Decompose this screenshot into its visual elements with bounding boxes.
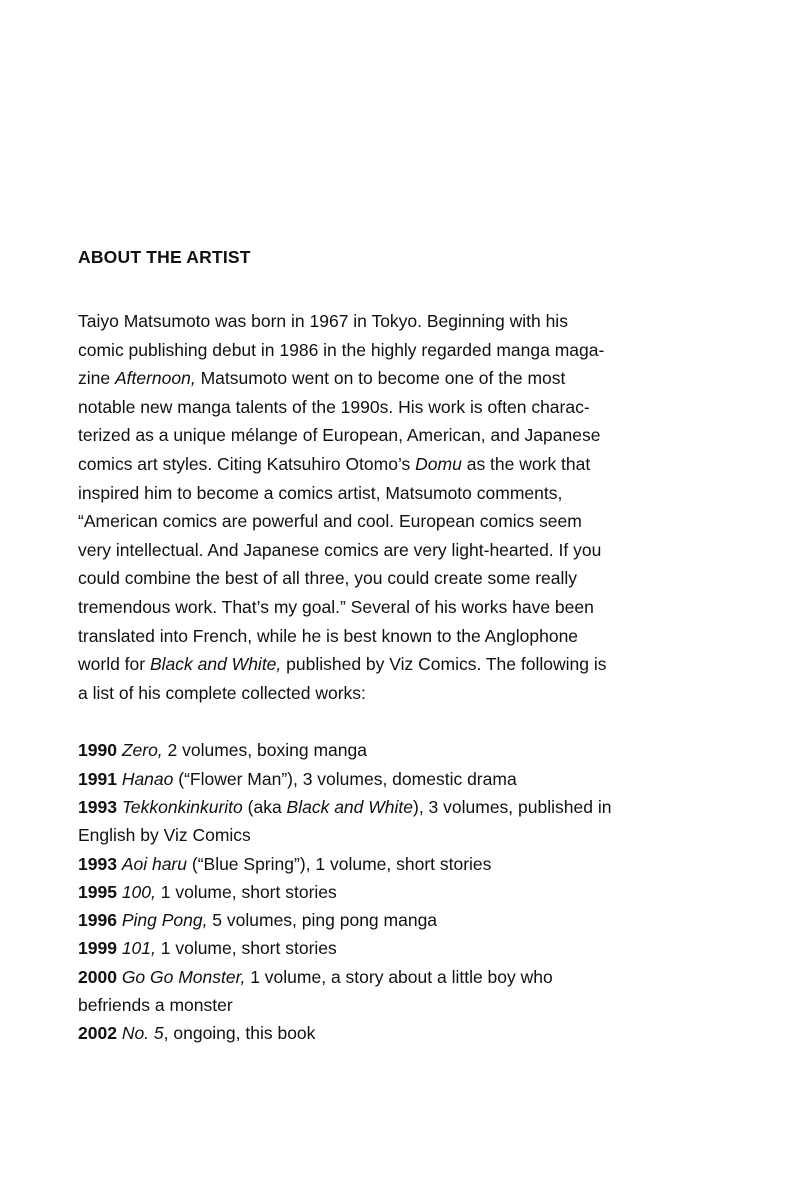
year-label: 1990	[78, 740, 117, 761]
text-run: notable new manga talents of the 1990s. His work is often charac-	[78, 396, 590, 417]
year-label: 1993	[78, 853, 117, 874]
text-run: ), 3 volumes, published in	[413, 796, 612, 817]
section-heading: ABOUT THE ARTIST	[78, 247, 251, 267]
bio-line	[78, 307, 678, 336]
text-run: zine	[78, 368, 115, 389]
works-list	[78, 736, 678, 1047]
italic-title: Tekkonkinkurito	[121, 796, 243, 817]
text-run: very intellectual. And Japanese comics are very light-hearted. If you	[78, 539, 602, 560]
italic-title: 101,	[121, 938, 156, 959]
bio-line	[78, 650, 678, 679]
works-list-line	[78, 963, 678, 991]
italic-title: Black and White	[286, 796, 413, 817]
bio-line	[78, 421, 678, 450]
text-run: (“Blue Spring”), 1 volume, short stories	[187, 853, 492, 874]
text-run: English by Viz Comics	[78, 825, 251, 846]
text-run: 2 volumes, boxing manga	[162, 740, 367, 761]
bio-line	[78, 622, 678, 651]
bio-line	[78, 336, 678, 365]
text-run: inspired him to become a comics artist, Matsumoto comments,	[78, 482, 563, 503]
year-label: 2002	[78, 1023, 117, 1044]
text-run: “American comics are powerful and cool. European comics seem	[78, 511, 582, 532]
italic-title: Hanao	[121, 768, 174, 789]
italic-title: Zero,	[121, 740, 163, 761]
italic-title: Black and White,	[149, 654, 282, 675]
works-list-line	[78, 906, 678, 934]
text-run: 1 volume, short stories	[155, 881, 337, 902]
works-list-line	[78, 793, 678, 821]
works-list-line	[78, 821, 678, 849]
text-run: (aka	[242, 796, 287, 817]
text-run: tremendous work. That’s my goal.” Several of his works have been	[78, 596, 594, 617]
text-run: could combine the best of all three, you could create some really	[78, 568, 578, 589]
year-label: 1991	[78, 768, 117, 789]
bio-line	[78, 450, 678, 479]
text-run: comic publishing debut in 1986 in the highly regarded manga maga-	[78, 339, 605, 360]
year-label: 1995	[78, 881, 117, 902]
text-run: as the work that	[461, 453, 591, 474]
text-run: 5 volumes, ping pong manga	[207, 910, 438, 931]
about-the-artist-section	[78, 243, 678, 1048]
bio-line	[78, 593, 678, 622]
bio-line	[78, 507, 678, 536]
italic-title: Afternoon,	[114, 368, 196, 389]
text-run: befriends a monster	[78, 994, 233, 1015]
text-run: , ongoing, this book	[163, 1023, 316, 1044]
year-label: 2000	[78, 966, 117, 987]
year-label: 1996	[78, 910, 117, 931]
works-list-line	[78, 878, 678, 906]
works-list-line	[78, 934, 678, 962]
italic-title: Domu	[415, 453, 462, 474]
bio-line	[78, 679, 678, 708]
text-run: Matsumoto went on to become one of the most	[195, 368, 566, 389]
works-list-line	[78, 850, 678, 878]
text-run: world for	[78, 654, 150, 675]
italic-title: Ping Pong,	[121, 910, 208, 931]
bio-line	[78, 564, 678, 593]
text-run: translated into French, while he is best known to the Anglophone	[78, 625, 579, 646]
text-run: 1 volume, a story about a little boy who	[245, 966, 553, 987]
works-list-line	[78, 1019, 678, 1047]
italic-title: 100,	[121, 881, 156, 902]
italic-title: No. 5	[121, 1023, 164, 1044]
works-list-line	[78, 765, 678, 793]
year-label: 1993	[78, 796, 117, 817]
text-run: comics art styles. Citing Katsuhiro Otomo’s	[78, 453, 416, 474]
bio-line	[78, 364, 678, 393]
text-run: published by Viz Comics. The following is	[281, 654, 607, 675]
bio-line	[78, 393, 678, 422]
text-run: terized as a unique mélange of European, American, and Japanese	[78, 425, 601, 446]
italic-title: Aoi haru	[121, 853, 187, 874]
text-run: a list of his complete collected works:	[78, 682, 366, 703]
biography-paragraph	[78, 307, 678, 707]
text-run: 1 volume, short stories	[155, 938, 337, 959]
bio-line	[78, 479, 678, 508]
works-list-line	[78, 736, 678, 764]
year-label: 1999	[78, 938, 117, 959]
text-run: (“Flower Man”), 3 volumes, domestic drama	[173, 768, 517, 789]
text-run: Taiyo Matsumoto was born in 1967 in Tokyo. Beginning with his	[78, 311, 568, 331]
bio-line	[78, 536, 678, 565]
italic-title: Go Go Monster,	[121, 966, 246, 987]
works-list-line	[78, 991, 678, 1019]
